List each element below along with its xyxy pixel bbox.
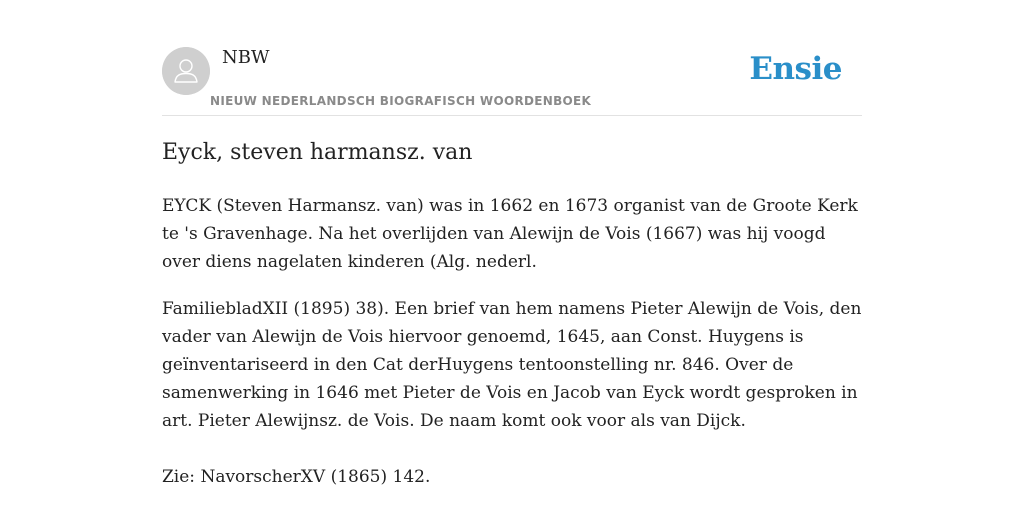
article-title: Eyck, steven harmansz. van <box>162 140 473 165</box>
article-paragraph: EYCK (Steven Harmansz. van) was in 1662 en 1673 organist van de Groote Kerk te 's Gravenhage. Na het overlijden van Alewijn de Vois (1667) was hij voogd over diens nagelaten kinderen (Alg. nederl. <box>162 196 858 272</box>
source-header <box>162 40 862 116</box>
article-paragraph: Zie: NavorscherXV (1865) 142. <box>162 467 431 487</box>
user-avatar-icon <box>162 47 210 95</box>
source-name[interactable]: NBW <box>222 47 270 68</box>
brand-logo[interactable]: Ensie <box>749 51 842 87</box>
source-subtitle: NIEUW NEDERLANDSCH BIOGRAFISCH WOORDENBOEK <box>210 94 592 108</box>
article-paragraph: FamiliebladXII (1895) 38). Een brief van hem namens Pieter Alewijn de Vois, den vader van Alewijn de Vois hiervoor genoemd, 1645, aan Const. Huygens is geïnventariseerd in den Cat derHuygens tentoonstelling nr. 846. Over de samenwerking in 1646 met Pieter de Vois en Jacob van Eyck wordt gesproken in art. Pieter Alewijnsz. de Vois. De naam komt ook voor als van Dijck. <box>162 299 862 431</box>
